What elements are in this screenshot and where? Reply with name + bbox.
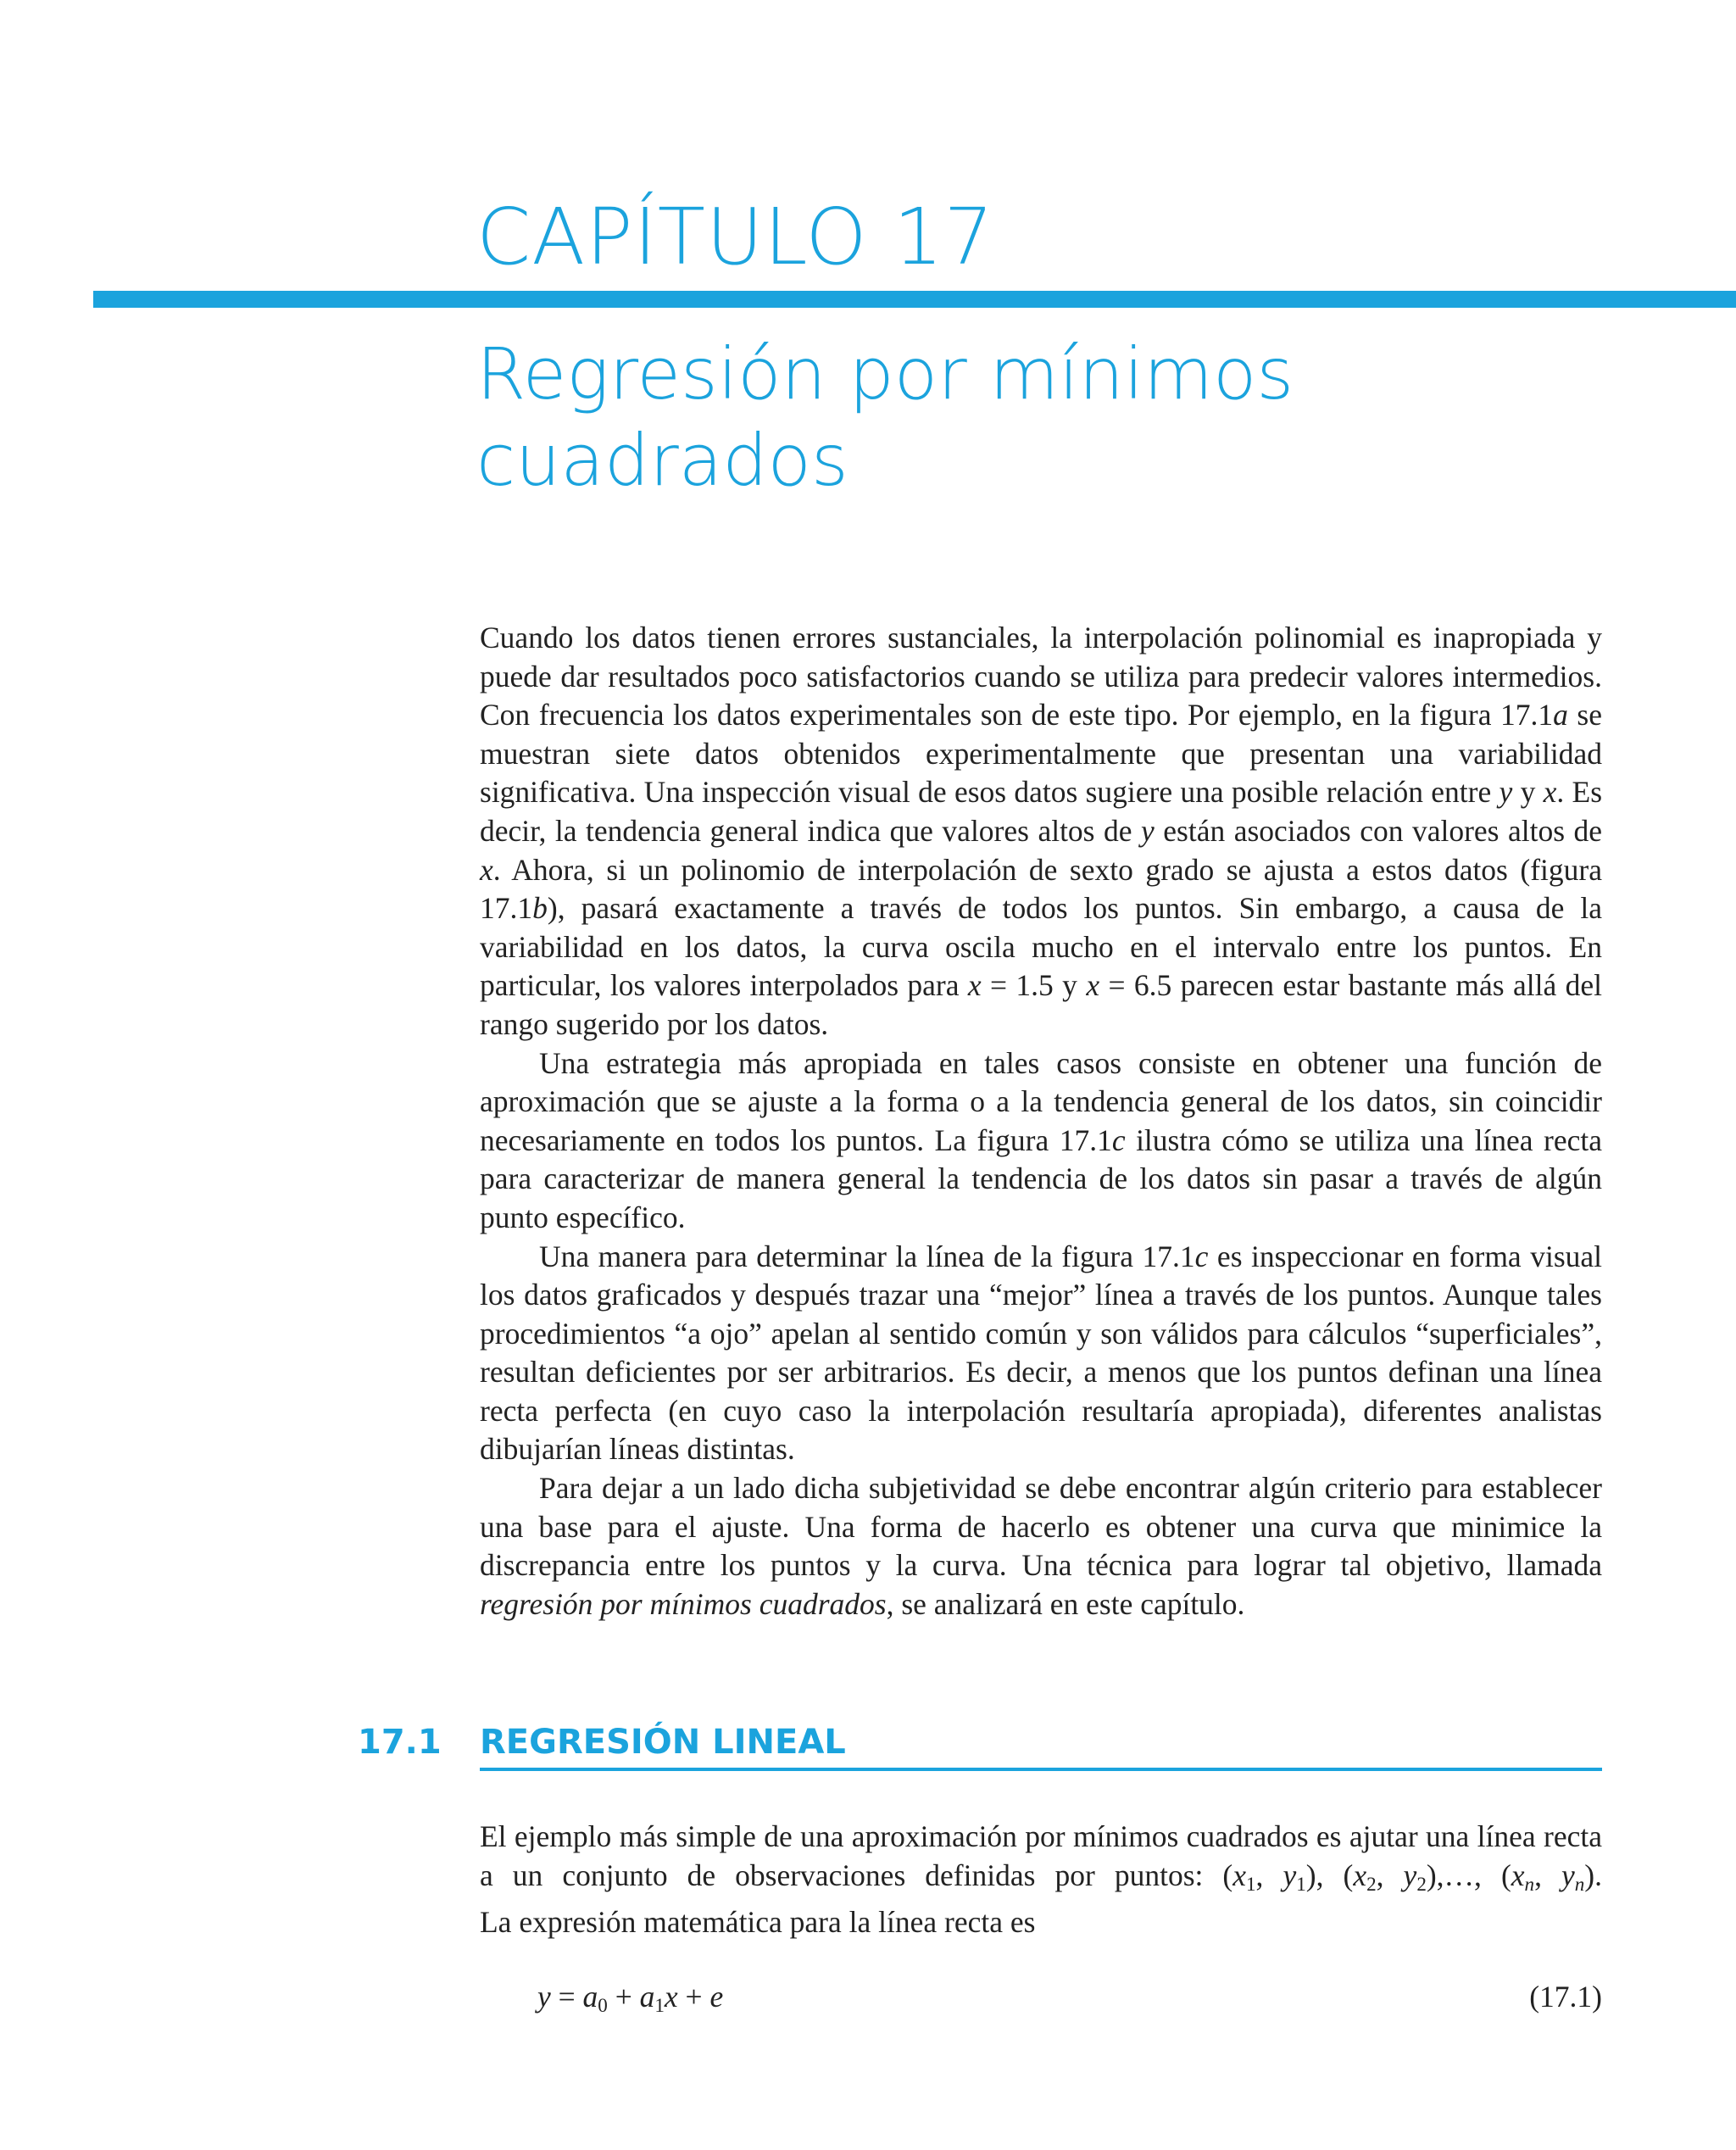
chapter-title (476, 331, 1578, 504)
paragraph-2: Una estrategia más apropiada en tales casos consiste en obtener una función de aproximación que se ajuste a la forma o a la tendencia general de los datos, sin coincidir necesariamente en todos los puntos. La figura 17.1c ilustra cómo se utiliza una línea recta para caracterizar de manera general la tendencia de los datos sin pasar a través de algún punto específico. (480, 1045, 1602, 1234)
section-text (480, 1818, 1602, 1942)
section-title: REGRESIÓN LINEAL (480, 1723, 846, 1762)
equation-17-1: $y = a_0 + a_1x + e$ (537, 1980, 724, 2016)
chapter-label: CAPÍTULO 17 (476, 192, 995, 282)
chapter-title-line1: Regresión por mínimos (476, 332, 1294, 415)
chapter-title-line2: cuadrados (476, 419, 849, 502)
paragraph-4: Para dejar a un lado dicha subjetividad se debe encontrar algún criterio para establecer una base para el ajuste. Una forma de hacerlo es obtener una curva que minimice la discrepancia entre los puntos y la curva. Una técnica para lograr tal objetivo, llamada regresión por mínimos cuadrados, se analizará en este capítulo. (480, 1471, 1602, 1621)
intro-text (480, 619, 1602, 1624)
section-number: 17.1 (358, 1723, 442, 1762)
equation-number: (17.1) (1529, 1980, 1602, 2014)
section-rule (480, 1768, 1602, 1771)
section-paragraph: El ejemplo más simple de una aproximación por mínimos cuadrados es ajutar una línea recta a un conjunto de observaciones definidas por puntos: ($x_1$, $y_1$), ($x_2$, $y_2),\dots$, ($x_n$, $y_n$). (480, 1819, 1602, 1895)
paragraph-3: Una manera para determinar la línea de la figura 17.1c es inspeccionar en forma visual los datos graficados y después trazar una “mejor” línea a través de los puntos. Aunque tales procedimientos “a ojo” apelan al sentido común y son válidos para cálculos “superficiales”, resultan deficientes por ser arbitrarios. Es decir, a menos que los puntos definan una línea recta perfecta (en cuyo caso la interpolación resultaría apropiada), diferentes analistas dibujarían líneas distintas. (480, 1239, 1603, 1467)
chapter-rule (93, 291, 1736, 308)
section-paragraph-2: La expresión matemática para la línea recta es (480, 1904, 1036, 1939)
paragraph-1: Cuando los datos tienen errores sustanciales, la interpolación polinomial es inapropiada y puede dar resultados poco satisfactorios cuando se utiliza para predecir valores intermedios. Con frecuencia los datos experimentales son de este tipo. Por ejemplo, en la figura 17.1a se muestran siete datos obtenidos experimentalmente que presentan una variabilidad significativa. Una inspección visual de esos datos sugiere una posible relación entre y y x. Es decir, la tendencia general indica que valores altos de y están asociados con valores altos de x. Ahora, si un polinomio de interpolación de sexto grado se ajusta a estos datos (figura 17.1b), pasará exactamente a través de todos los puntos. Sin embargo, a causa de la variabilidad en los datos, la curva oscila mucho en el intervalo entre los puntos. En particular, los valores interpolados para x = 1.5 y x = 6.5 parecen estar bastante más allá del rango sugerido por los datos. (480, 621, 1603, 1041)
